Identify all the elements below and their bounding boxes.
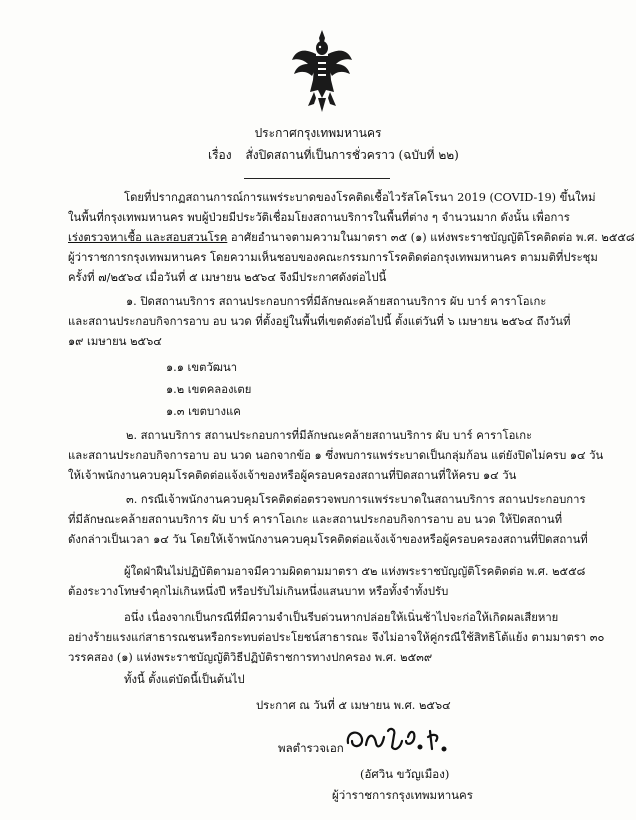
subject-label: เรื่อง bbox=[208, 148, 232, 162]
intro-line-3-rest: อาศัยอำนาจตามความในมาตรา ๓๕ (๑) แห่งพระราชบัญญัติโรคติดต่อ พ.ศ. ๒๕๕๘ bbox=[227, 231, 635, 244]
signatory-name: (อัศวิน ขวัญเมือง) bbox=[360, 767, 450, 781]
urgency-line-2: อย่างร้ายแรงแก่สาธารณชนหรือกระทบต่อประโยชน์สาธารณะ จึงไม่อาจให้คู่กรณีใช้สิทธิโต้แย้ง ตามมาตรา ๓๐ bbox=[68, 631, 605, 644]
clause3-line-2: ที่มีลักษณะคล้ายสถานบริการ ผับ บาร์ คาราโอเกะ และสถานประกอบกิจการอาบ อบ นวด ให้ปิดสถานที่ bbox=[68, 513, 563, 526]
clause1-line-3: ๑๙ เมษายน ๒๕๖๔ bbox=[68, 335, 162, 348]
announcement-date: ประกาศ ณ วันที่ ๕ เมษายน พ.ศ. ๒๕๖๔ bbox=[256, 699, 451, 712]
intro-line-4: ผู้ว่าราชการกรุงเทพมหานคร โดยความเห็นชอบของคณะกรรมการโรคติดต่อกรุงเทพมหานคร ตามมติที่ประชุม bbox=[68, 251, 598, 264]
intro-underlined-phrase: เร่งตรวจหาเชื้อ และสอบสวนโรค bbox=[68, 231, 228, 244]
clause1-line-2: และสถานประกอบกิจการอาบ อบ นวด ที่ตั้งอยู่ในพื้นที่เขตดังต่อไปนี้ ตั้งแต่วันที่ ๖ เมษายน ๒๕๖๔ ถึงวันที่ bbox=[68, 315, 571, 328]
garuda-emblem-icon bbox=[290, 28, 354, 114]
clause1-line-1: ๑. ปิดสถานบริการ สถานประกอบการที่มีลักษณะคล้ายสถานบริการ ผับ บาร์ คาราโอเกะ bbox=[126, 295, 547, 308]
effective-clause: ทั้งนี้ ตั้งแต่บัดนี้เป็นต้นไป bbox=[124, 673, 245, 686]
intro-line-5: ครั้งที่ ๗/๒๕๖๔ เมื่อวันที่ ๕ เมษายน ๒๕๖๔ จึงมีประกาศดังต่อไปนี้ bbox=[68, 271, 387, 284]
subject-text: สั่งปิดสถานที่เป็นการชั่วคราว (ฉบับที่ ๒๒) bbox=[245, 148, 459, 162]
district-item: ๑.๓ เขตบางแค bbox=[166, 405, 241, 418]
handwritten-signature bbox=[344, 723, 454, 755]
district-item: ๑.๒ เขตคลองเตย bbox=[166, 383, 252, 396]
title-divider bbox=[244, 178, 390, 179]
intro-line-2: ในพื้นที่กรุงเทพมหานคร พบผู้ป่วยมีประวัติเชื่อมโยงสถานบริการในพื้นที่ต่าง ๆ จำนวนมาก ดังนั้น เพื่อการ bbox=[68, 211, 570, 224]
intro-line-3 bbox=[68, 230, 635, 246]
penalty-line-2: ต้องระวางโทษจำคุกไม่เกินหนึ่งปี หรือปรับไม่เกินหนึ่งแสนบาท หรือทั้งจำทั้งปรับ bbox=[68, 585, 449, 598]
urgency-line-1: อนึ่ง เนื่องจากเป็นกรณีที่มีความจำเป็นรีบด่วนหากปล่อยให้เนิ่นช้าไปจะก่อให้เกิดผลเสียหาย bbox=[124, 611, 559, 624]
clause2-line-3: ให้เจ้าพนักงานควบคุมโรคติดต่อแจ้งเจ้าของหรือผู้ครอบครองสถานที่ปิดสถานที่ให้ครบ ๑๔ วัน bbox=[68, 469, 517, 482]
signatory-position: ผู้ว่าราชการกรุงเทพมหานคร bbox=[332, 788, 473, 802]
urgency-line-3: วรรคสอง (๑) แห่งพระราชบัญญัติวิธีปฏิบัติราชการทางปกครอง พ.ศ. ๒๕๓๙ bbox=[68, 651, 433, 664]
issuer-title: ประกาศกรุงเทพมหานคร bbox=[254, 126, 382, 140]
clause2-line-1: ๒. สถานบริการ สถานประกอบการที่มีลักษณะคล้ายสถานบริการ ผับ บาร์ คาราโอเกะ bbox=[126, 429, 533, 442]
district-item: ๑.๑ เขตวัฒนา bbox=[166, 361, 238, 374]
intro-line-1: โดยที่ปรากฏสถานการณ์การแพร่ระบาดของโรคติดเชื้อไวรัสโคโรนา 2019 (COVID-19) ขึ้นใหม่ bbox=[124, 191, 596, 204]
clause3-line-3: ดังกล่าวเป็นเวลา ๑๔ วัน โดยให้เจ้าพนักงานควบคุมโรคติดต่อแจ้งเจ้าของหรือผู้ครอบครองสถานที่ปิดสถานที่ bbox=[68, 533, 588, 546]
signatory-rank: พลตำรวจเอก bbox=[278, 741, 344, 755]
clause2-line-2: และสถานประกอบกิจการอาบ อบ นวด นอกจากข้อ ๑ ซึ่งพบการแพร่ระบาดเป็นกลุ่มก้อน แต่ยังปิดไม่ครบ ๑๔ วัน bbox=[68, 449, 604, 462]
subject-line bbox=[208, 146, 459, 165]
clause3-line-1: ๓. กรณีเจ้าพนักงานควบคุมโรคติดต่อตรวจพบการแพร่ระบาดในสถานบริการ สถานประกอบการ bbox=[126, 493, 586, 506]
penalty-line-1: ผู้ใดฝ่าฝืนไม่ปฏิบัติตามอาจมีความผิดตามมาตรา ๕๒ แห่งพระราชบัญญัติโรคติดต่อ พ.ศ. ๒๕๕๘ bbox=[124, 565, 586, 578]
